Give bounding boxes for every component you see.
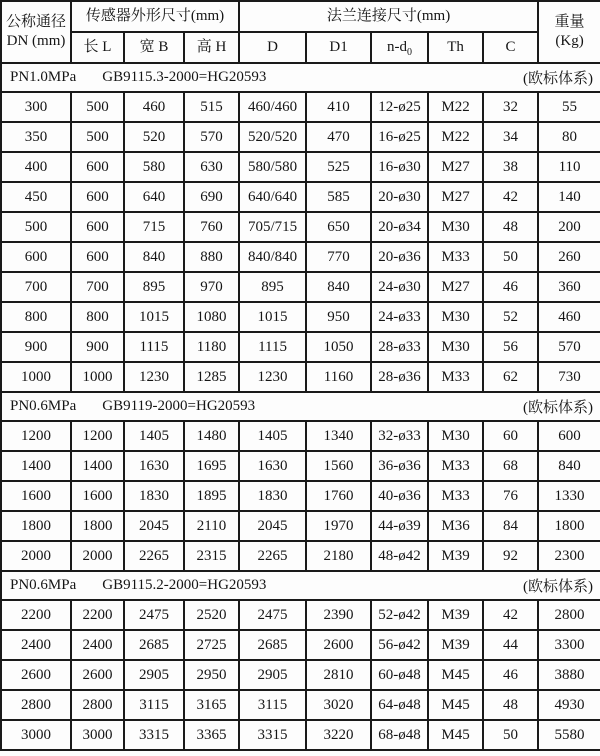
table-cell: 2810	[306, 660, 371, 690]
section-standard: GB9115.2-2000=HG20593	[102, 577, 267, 593]
table-cell: 585	[306, 182, 371, 212]
table-cell: 24-ø30	[371, 272, 428, 302]
table-row	[1, 272, 600, 302]
table-cell: 840/840	[239, 242, 306, 272]
table-cell: 570	[184, 122, 239, 152]
table-cell: 800	[71, 302, 124, 332]
table-cell: 1015	[239, 302, 306, 332]
table-cell: 900	[71, 332, 124, 362]
table-cell: 500	[71, 92, 124, 122]
table-cell: 880	[184, 242, 239, 272]
table-cell: 1080	[184, 302, 239, 332]
section-pressure-rating: PN0.6MPa	[10, 577, 77, 593]
table-cell: 1000	[71, 362, 124, 392]
table-cell: 50	[483, 720, 538, 750]
table-cell: 515	[184, 92, 239, 122]
table-cell: 840	[306, 272, 371, 302]
table-cell: 42	[483, 600, 538, 630]
header-weight-line1: 重量	[554, 14, 585, 31]
table-cell: 1800	[1, 511, 71, 541]
section-header-cell	[1, 392, 600, 421]
table-cell: 68	[483, 451, 538, 481]
table-cell: 3000	[71, 720, 124, 750]
table-header	[1, 1, 600, 63]
table-cell: 1330	[538, 481, 600, 511]
table-cell: M39	[428, 630, 483, 660]
table-cell: 450	[1, 182, 71, 212]
table-cell: 2520	[184, 600, 239, 630]
table-cell: 2400	[71, 630, 124, 660]
table-cell: 56	[483, 332, 538, 362]
table-cell: 895	[239, 272, 306, 302]
header-height-h: 高 H	[184, 32, 239, 63]
table-cell: 2475	[239, 600, 306, 630]
header-length-l: 长 L	[71, 32, 124, 63]
table-row	[1, 212, 600, 242]
table-cell: M30	[428, 421, 483, 451]
table-cell: 500	[71, 122, 124, 152]
table-cell: 60	[483, 421, 538, 451]
table-cell: 460	[538, 302, 600, 332]
table-cell: 2800	[1, 690, 71, 720]
table-cell: 3365	[184, 720, 239, 750]
table-row	[1, 152, 600, 182]
header-c: C	[483, 32, 538, 63]
table-cell: 580	[124, 152, 184, 182]
table-cell: 92	[483, 541, 538, 571]
table-cell: 705/715	[239, 212, 306, 242]
table-cell: 1200	[1, 421, 71, 451]
table-cell: 1160	[306, 362, 371, 392]
table-cell: 950	[306, 302, 371, 332]
table-cell: 1630	[239, 451, 306, 481]
table-cell: 50	[483, 242, 538, 272]
table-cell: 1800	[538, 511, 600, 541]
table-cell: 2725	[184, 630, 239, 660]
table-cell: 640/640	[239, 182, 306, 212]
header-width-b: 宽 B	[124, 32, 184, 63]
table-cell: 16-ø25	[371, 122, 428, 152]
table-cell: 80	[538, 122, 600, 152]
table-cell: 690	[184, 182, 239, 212]
table-cell: 28-ø36	[371, 362, 428, 392]
table-cell: 2685	[239, 630, 306, 660]
table-cell: 2390	[306, 600, 371, 630]
table-cell: 1200	[71, 421, 124, 451]
table-cell: 300	[1, 92, 71, 122]
table-cell: 260	[538, 242, 600, 272]
table-cell: M30	[428, 302, 483, 332]
table-cell: 3165	[184, 690, 239, 720]
table-cell: M33	[428, 362, 483, 392]
table-cell: 1895	[184, 481, 239, 511]
table-cell: 700	[71, 272, 124, 302]
table-cell: 2265	[239, 541, 306, 571]
table-cell: 410	[306, 92, 371, 122]
table-cell: 1230	[124, 362, 184, 392]
table-cell: M36	[428, 511, 483, 541]
table-cell: 44-ø39	[371, 511, 428, 541]
table-cell: 600	[538, 421, 600, 451]
table-cell: 1340	[306, 421, 371, 451]
header-nominal-diameter	[1, 1, 71, 63]
table-cell: M45	[428, 720, 483, 750]
table-cell: 4930	[538, 690, 600, 720]
table-cell: 840	[124, 242, 184, 272]
spec-table-body	[1, 63, 600, 750]
header-n-d0: $n-d_0$	[371, 32, 428, 63]
table-cell: 2800	[71, 690, 124, 720]
table-cell: 600	[71, 242, 124, 272]
table-cell: 970	[184, 272, 239, 302]
table-cell: 470	[306, 122, 371, 152]
table-cell: 2180	[306, 541, 371, 571]
table-cell: 5580	[538, 720, 600, 750]
table-row	[1, 92, 600, 122]
table-cell: 76	[483, 481, 538, 511]
table-cell: 2200	[71, 600, 124, 630]
table-cell: M27	[428, 182, 483, 212]
table-row	[1, 541, 600, 571]
table-cell: 760	[184, 212, 239, 242]
table-cell: 1180	[184, 332, 239, 362]
table-row	[1, 720, 600, 750]
table-cell: 64-ø48	[371, 690, 428, 720]
table-cell: 3880	[538, 660, 600, 690]
table-cell: 2905	[239, 660, 306, 690]
table-cell: M39	[428, 600, 483, 630]
table-cell: 1800	[71, 511, 124, 541]
table-row	[1, 242, 600, 272]
table-cell: 1115	[124, 332, 184, 362]
table-cell: 42	[483, 182, 538, 212]
table-cell: 2800	[538, 600, 600, 630]
table-cell: 52-ø42	[371, 600, 428, 630]
table-cell: M45	[428, 690, 483, 720]
table-cell: 1015	[124, 302, 184, 332]
table-cell: 2110	[184, 511, 239, 541]
table-cell: 44	[483, 630, 538, 660]
table-row	[1, 302, 600, 332]
table-cell: M27	[428, 152, 483, 182]
table-cell: 2315	[184, 541, 239, 571]
table-cell: 600	[71, 212, 124, 242]
table-cell: 3315	[239, 720, 306, 750]
table-cell: 1480	[184, 421, 239, 451]
table-cell: 52	[483, 302, 538, 332]
section-standard: GB9115.3-2000=HG20593	[102, 69, 267, 85]
table-cell: 460	[124, 92, 184, 122]
table-cell: 895	[124, 272, 184, 302]
table-row	[1, 600, 600, 630]
table-cell: 1560	[306, 451, 371, 481]
header-nominal-diameter-line2: DN (mm)	[6, 33, 66, 49]
table-cell: 1405	[239, 421, 306, 451]
section-note: (欧标体系)	[523, 400, 594, 416]
table-cell: 3115	[239, 690, 306, 720]
table-cell: M22	[428, 92, 483, 122]
table-cell: 1630	[124, 451, 184, 481]
section-header-cell	[1, 571, 600, 600]
table-cell: 640	[124, 182, 184, 212]
table-cell: 2905	[124, 660, 184, 690]
table-cell: 46	[483, 272, 538, 302]
table-cell: 32	[483, 92, 538, 122]
table-cell: M33	[428, 481, 483, 511]
table-cell: 840	[538, 451, 600, 481]
table-cell: 2600	[306, 630, 371, 660]
table-cell: M30	[428, 332, 483, 362]
table-row	[1, 690, 600, 720]
table-cell: 715	[124, 212, 184, 242]
table-cell: 38	[483, 152, 538, 182]
section-note: (欧标体系)	[523, 579, 594, 595]
table-cell: 140	[538, 182, 600, 212]
table-cell: 46	[483, 660, 538, 690]
table-cell: 600	[1, 242, 71, 272]
table-cell: 36-ø36	[371, 451, 428, 481]
table-cell: 500	[1, 212, 71, 242]
table-cell: 2045	[124, 511, 184, 541]
table-cell: 1600	[1, 481, 71, 511]
table-cell: 48	[483, 690, 538, 720]
table-cell: M27	[428, 272, 483, 302]
table-cell: 700	[1, 272, 71, 302]
table-cell: 1830	[124, 481, 184, 511]
header-sensor-dimensions-group: 传感器外形尺寸(mm)	[71, 1, 239, 32]
table-cell: 1405	[124, 421, 184, 451]
table-cell: 360	[538, 272, 600, 302]
header-nominal-diameter-line1: 公称通径	[5, 14, 66, 31]
table-cell: 2475	[124, 600, 184, 630]
table-cell: 1970	[306, 511, 371, 541]
table-cell: 630	[184, 152, 239, 182]
table-cell: 1400	[1, 451, 71, 481]
table-cell: 2000	[1, 541, 71, 571]
table-row	[1, 421, 600, 451]
table-row	[1, 660, 600, 690]
table-cell: 1230	[239, 362, 306, 392]
table-cell: 1400	[71, 451, 124, 481]
table-cell: 12-ø25	[371, 92, 428, 122]
table-cell: 2000	[71, 541, 124, 571]
table-cell: 32-ø33	[371, 421, 428, 451]
table-cell: 1830	[239, 481, 306, 511]
header-weight-line2: (Kg)	[555, 33, 584, 49]
table-cell: 62	[483, 362, 538, 392]
table-cell: 520	[124, 122, 184, 152]
table-cell: M33	[428, 242, 483, 272]
table-cell: 2600	[1, 660, 71, 690]
table-cell: 900	[1, 332, 71, 362]
table-row	[1, 182, 600, 212]
header-d1: D1	[306, 32, 371, 63]
header-d: D	[239, 32, 306, 63]
table-cell: M39	[428, 541, 483, 571]
table-row	[1, 122, 600, 152]
section-header-row	[1, 392, 600, 421]
table-row	[1, 332, 600, 362]
header-weight	[538, 1, 600, 63]
table-cell: 55	[538, 92, 600, 122]
table-cell: 1760	[306, 481, 371, 511]
table-cell: 3220	[306, 720, 371, 750]
table-cell: 2200	[1, 600, 71, 630]
table-cell: 350	[1, 122, 71, 152]
table-cell: 3300	[538, 630, 600, 660]
header-th: Th	[428, 32, 483, 63]
table-cell: 525	[306, 152, 371, 182]
section-pressure-rating: PN0.6MPa	[10, 398, 77, 414]
table-cell: 600	[71, 182, 124, 212]
table-cell: 60-ø48	[371, 660, 428, 690]
table-cell: 460/460	[239, 92, 306, 122]
table-row	[1, 362, 600, 392]
table-cell: 20-ø36	[371, 242, 428, 272]
table-cell: 1285	[184, 362, 239, 392]
table-cell: 20-ø34	[371, 212, 428, 242]
section-standard: GB9119-2000=HG20593	[102, 398, 256, 414]
table-cell: M22	[428, 122, 483, 152]
section-note: (欧标体系)	[523, 71, 594, 87]
header-n-d0-subscript: 0	[407, 46, 413, 58]
table-cell: 800	[1, 302, 71, 332]
table-row	[1, 451, 600, 481]
table-cell: 580/580	[239, 152, 306, 182]
table-cell: M33	[428, 451, 483, 481]
table-cell: 1000	[1, 362, 71, 392]
table-cell: 34	[483, 122, 538, 152]
table-cell: 48	[483, 212, 538, 242]
table-row	[1, 630, 600, 660]
table-cell: 200	[538, 212, 600, 242]
table-cell: 3000	[1, 720, 71, 750]
table-cell: 56-ø42	[371, 630, 428, 660]
header-flange-dimensions-group: 法兰连接尺寸(mm)	[239, 1, 538, 32]
table-cell: 3315	[124, 720, 184, 750]
table-cell: 400	[1, 152, 71, 182]
table-row	[1, 481, 600, 511]
table-cell: 520/520	[239, 122, 306, 152]
table-cell: 48-ø42	[371, 541, 428, 571]
table-cell: 570	[538, 332, 600, 362]
table-cell: 20-ø30	[371, 182, 428, 212]
table-cell: 2045	[239, 511, 306, 541]
table-cell: 28-ø33	[371, 332, 428, 362]
table-cell: 2265	[124, 541, 184, 571]
section-header-row	[1, 63, 600, 92]
table-cell: 110	[538, 152, 600, 182]
table-cell: 2400	[1, 630, 71, 660]
section-header-cell	[1, 63, 600, 92]
table-cell: 2300	[538, 541, 600, 571]
table-cell: 16-ø30	[371, 152, 428, 182]
section-header-row	[1, 571, 600, 600]
table-cell: M30	[428, 212, 483, 242]
table-cell: M45	[428, 660, 483, 690]
table-cell: 3115	[124, 690, 184, 720]
table-cell: 2600	[71, 660, 124, 690]
table-row	[1, 511, 600, 541]
table-cell: 730	[538, 362, 600, 392]
table-cell: 770	[306, 242, 371, 272]
table-cell: 1050	[306, 332, 371, 362]
table-cell: 40-ø36	[371, 481, 428, 511]
table-cell: 1115	[239, 332, 306, 362]
table-cell: 84	[483, 511, 538, 541]
table-cell: 2685	[124, 630, 184, 660]
table-cell: 1695	[184, 451, 239, 481]
table-cell: 600	[71, 152, 124, 182]
table-cell: 68-ø48	[371, 720, 428, 750]
table-cell: 2950	[184, 660, 239, 690]
table-cell: 24-ø33	[371, 302, 428, 332]
table-cell: 3020	[306, 690, 371, 720]
table-cell: 650	[306, 212, 371, 242]
section-pressure-rating: PN1.0MPa	[10, 69, 77, 85]
table-cell: 1600	[71, 481, 124, 511]
